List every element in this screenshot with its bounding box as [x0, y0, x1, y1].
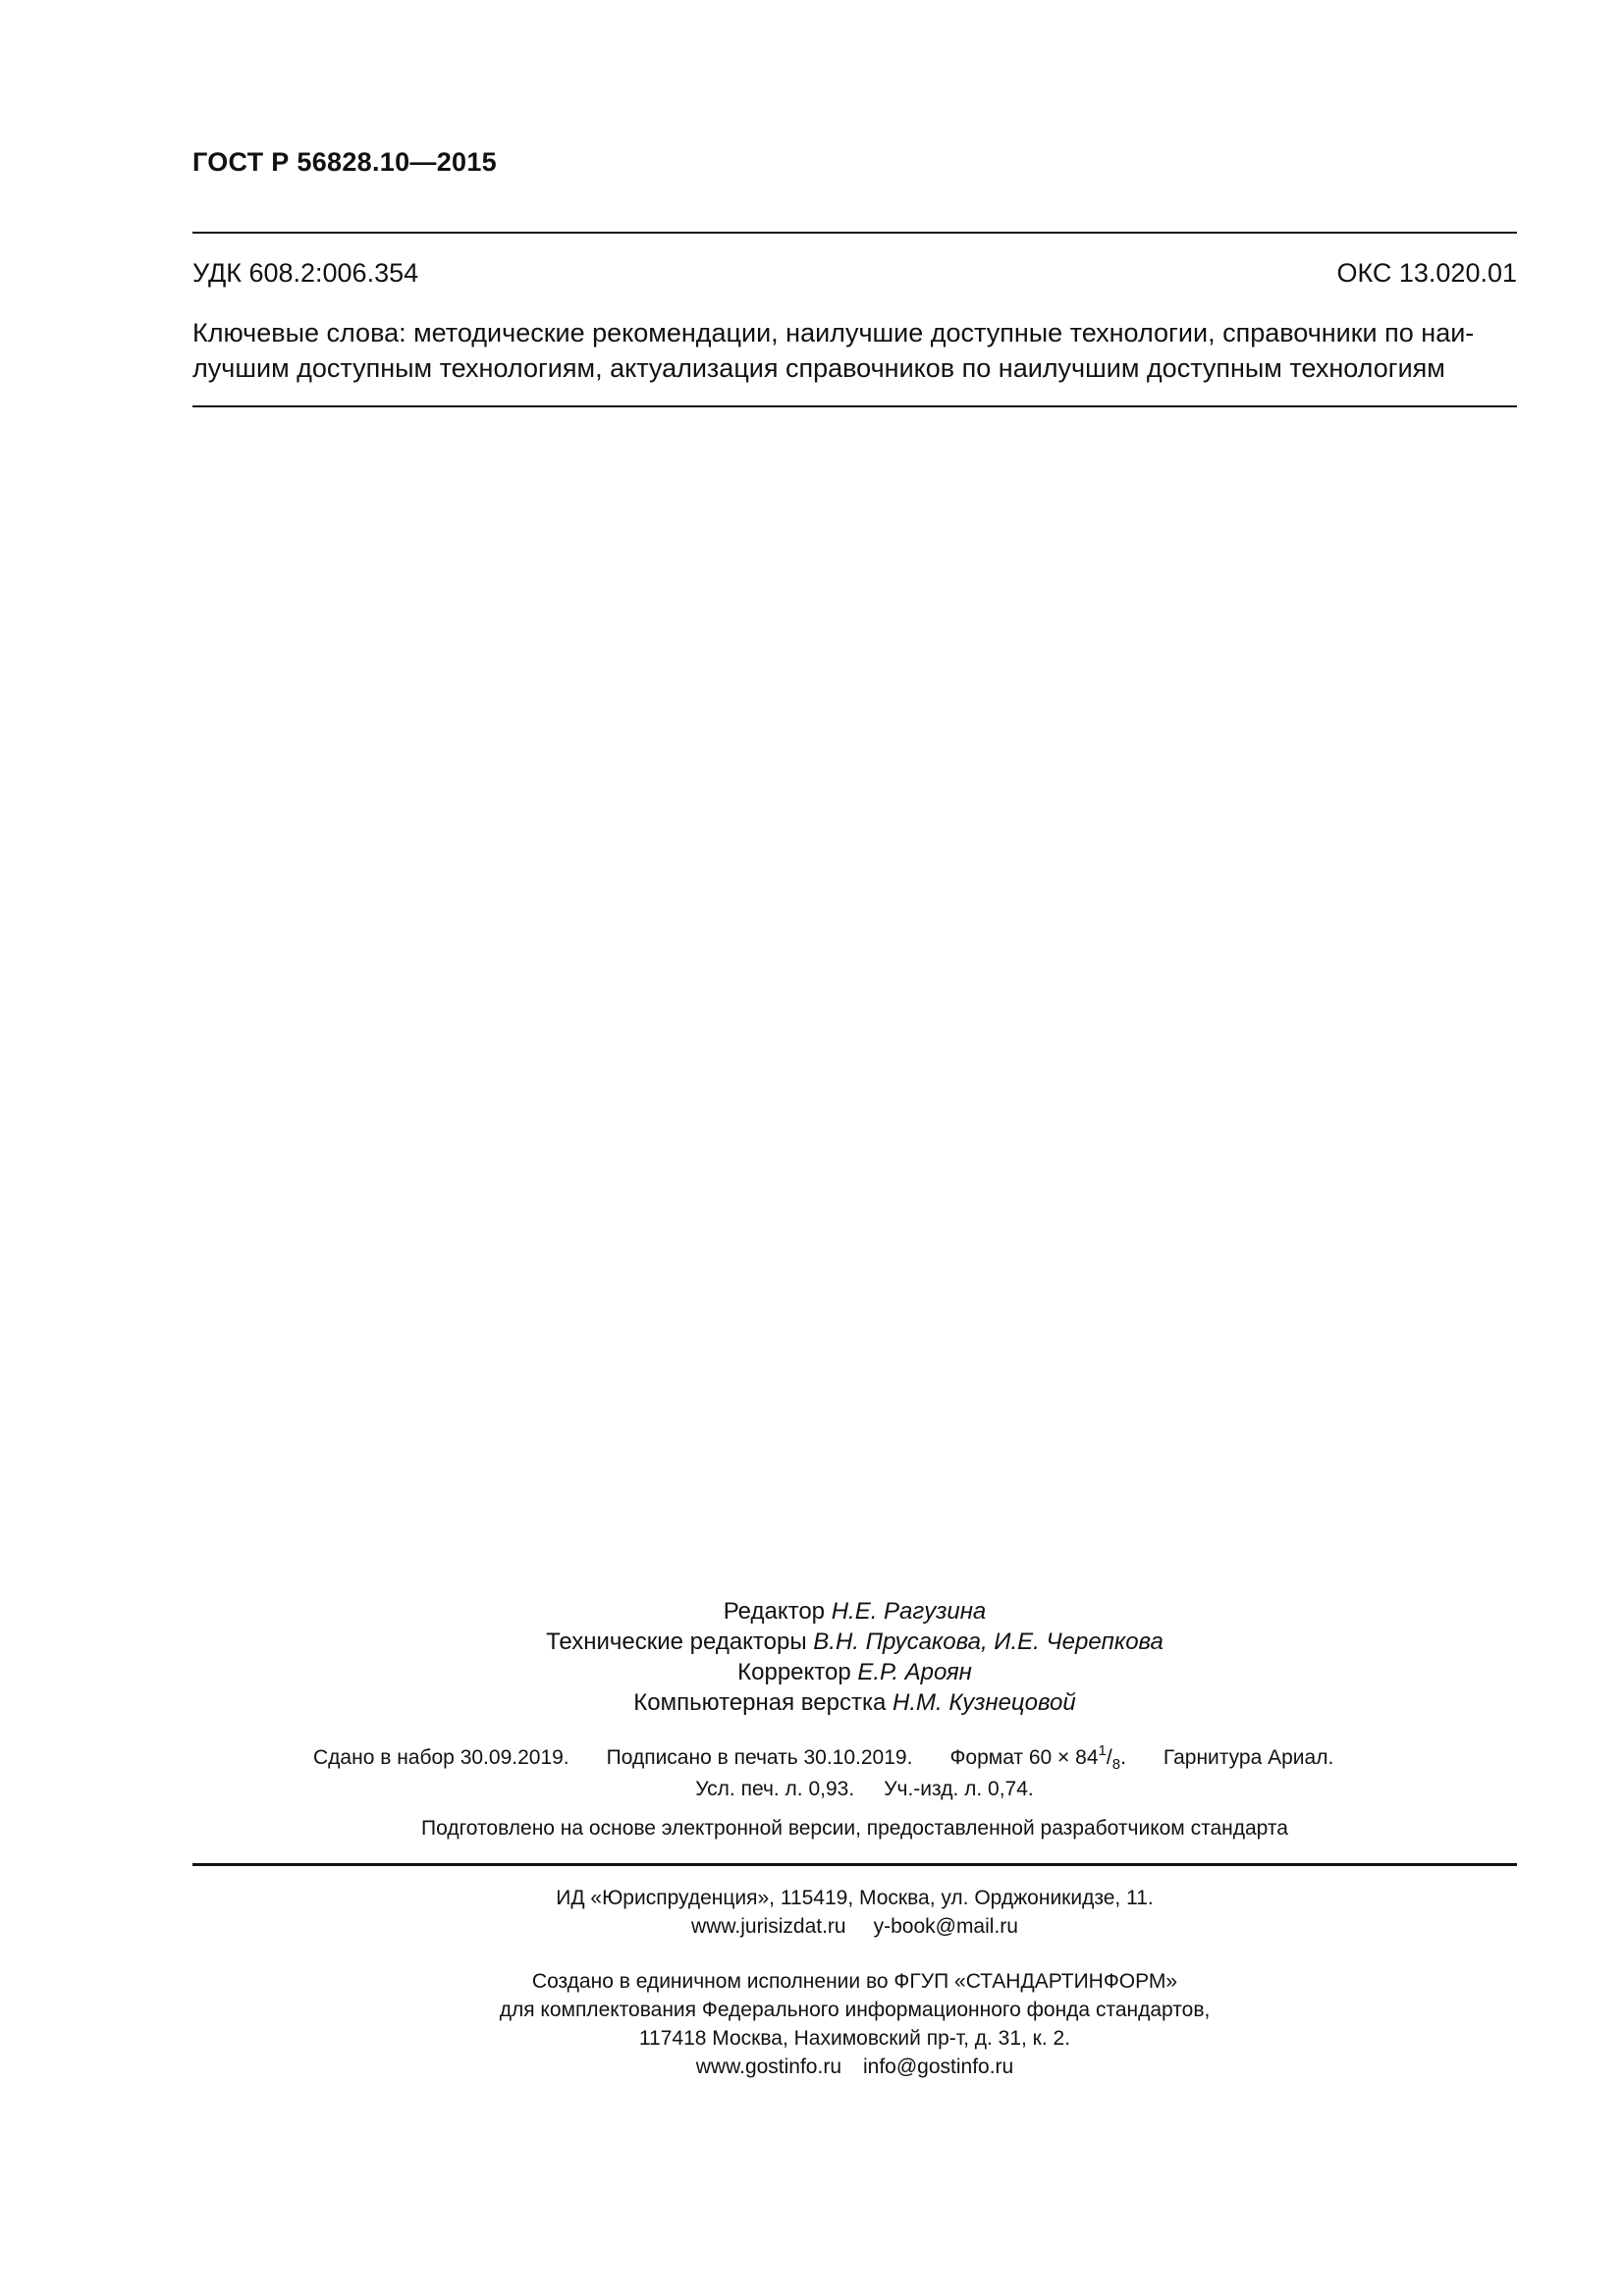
oks-code: ОКС 13.020.01 — [1336, 258, 1517, 288]
keywords-block — [192, 315, 1517, 386]
keywords-rule — [192, 405, 1517, 407]
editor-name: Н.Е. Рагузина — [831, 1598, 987, 1625]
publication-row-1 — [192, 1743, 1517, 1775]
publisher-website-link[interactable]: www.jurisizdat.ru — [691, 1915, 846, 1938]
layout-label: Компьютерная верстка — [633, 1689, 887, 1716]
paper-format: Формат 60 × 841/8. — [949, 1742, 1126, 1773]
publisher-block — [192, 1884, 1517, 1941]
top-rule — [192, 232, 1517, 234]
creator-line-2: для комплектования Федерального информационного фонда стандартов, — [499, 1999, 1211, 2021]
keywords-line-1: Ключевые слова: методические рекомендации, наилучшие доступные технологии, справочники по наи- — [192, 318, 1475, 347]
creator-line-3: 117418 Москва, Нахимовский пр-т, д. 31, к. 2. — [638, 2027, 1071, 2050]
publisher-sheets: Уч.-изд. л. 0,74. — [884, 1778, 1034, 1800]
proofreader-name: Е.Р. Ароян — [857, 1659, 972, 1685]
typeface: Гарнитура Ариал. — [1163, 1746, 1334, 1769]
publication-row-2 — [192, 1775, 1517, 1804]
editor-label: Редактор — [723, 1598, 826, 1625]
publisher-address: ИД «Юриспруденция», 115419, Москва, ул. Орджоникидзе, 11. — [556, 1887, 1154, 1909]
print-sheets: Усл. печ. л. 0,93. — [695, 1778, 855, 1800]
creator-block — [192, 1967, 1517, 2081]
creator-line-1: Создано в единичном исполнении во ФГУП «СТАНДАРТИНФОРМ» — [531, 1970, 1178, 1993]
publication-data — [192, 1743, 1517, 1804]
tech-editors-names: В.Н. Прусакова, И.Е. Черепкова — [813, 1629, 1164, 1655]
document-code: ГОСТ Р 56828.10—2015 — [192, 147, 497, 177]
credits-block — [192, 1596, 1517, 1718]
publisher-contacts — [192, 1912, 1517, 1941]
imprint-rule — [192, 1863, 1517, 1866]
tech-editors-label: Технические редакторы — [546, 1629, 807, 1655]
proofreader-line — [192, 1657, 1517, 1687]
layout-line — [192, 1687, 1517, 1718]
tech-editors-line — [192, 1627, 1517, 1657]
layout-name: Н.М. Кузнецовой — [893, 1689, 1076, 1716]
publisher-email-link[interactable]: y-book@mail.ru — [873, 1915, 1018, 1938]
prepared-note: Подготовлено на основе электронной версии, предоставленной разработчиком стандарта — [421, 1817, 1288, 1840]
proofreader-label: Корректор — [737, 1659, 851, 1685]
signed-date: Подписано в печать 30.10.2019. — [606, 1746, 913, 1769]
udk-code: УДК 608.2:006.354 — [192, 258, 419, 288]
keywords-line-2: лучшим доступным технологиям, актуализация справочников по наилучшим доступным технологиям — [192, 353, 1445, 383]
submitted-date: Сдано в набор 30.09.2019. — [313, 1746, 569, 1769]
creator-email-link[interactable]: info@gostinfo.ru — [863, 2056, 1014, 2078]
creator-contacts — [192, 2053, 1517, 2081]
editor-line — [192, 1596, 1517, 1627]
creator-website-link[interactable]: www.gostinfo.ru — [695, 2056, 841, 2078]
